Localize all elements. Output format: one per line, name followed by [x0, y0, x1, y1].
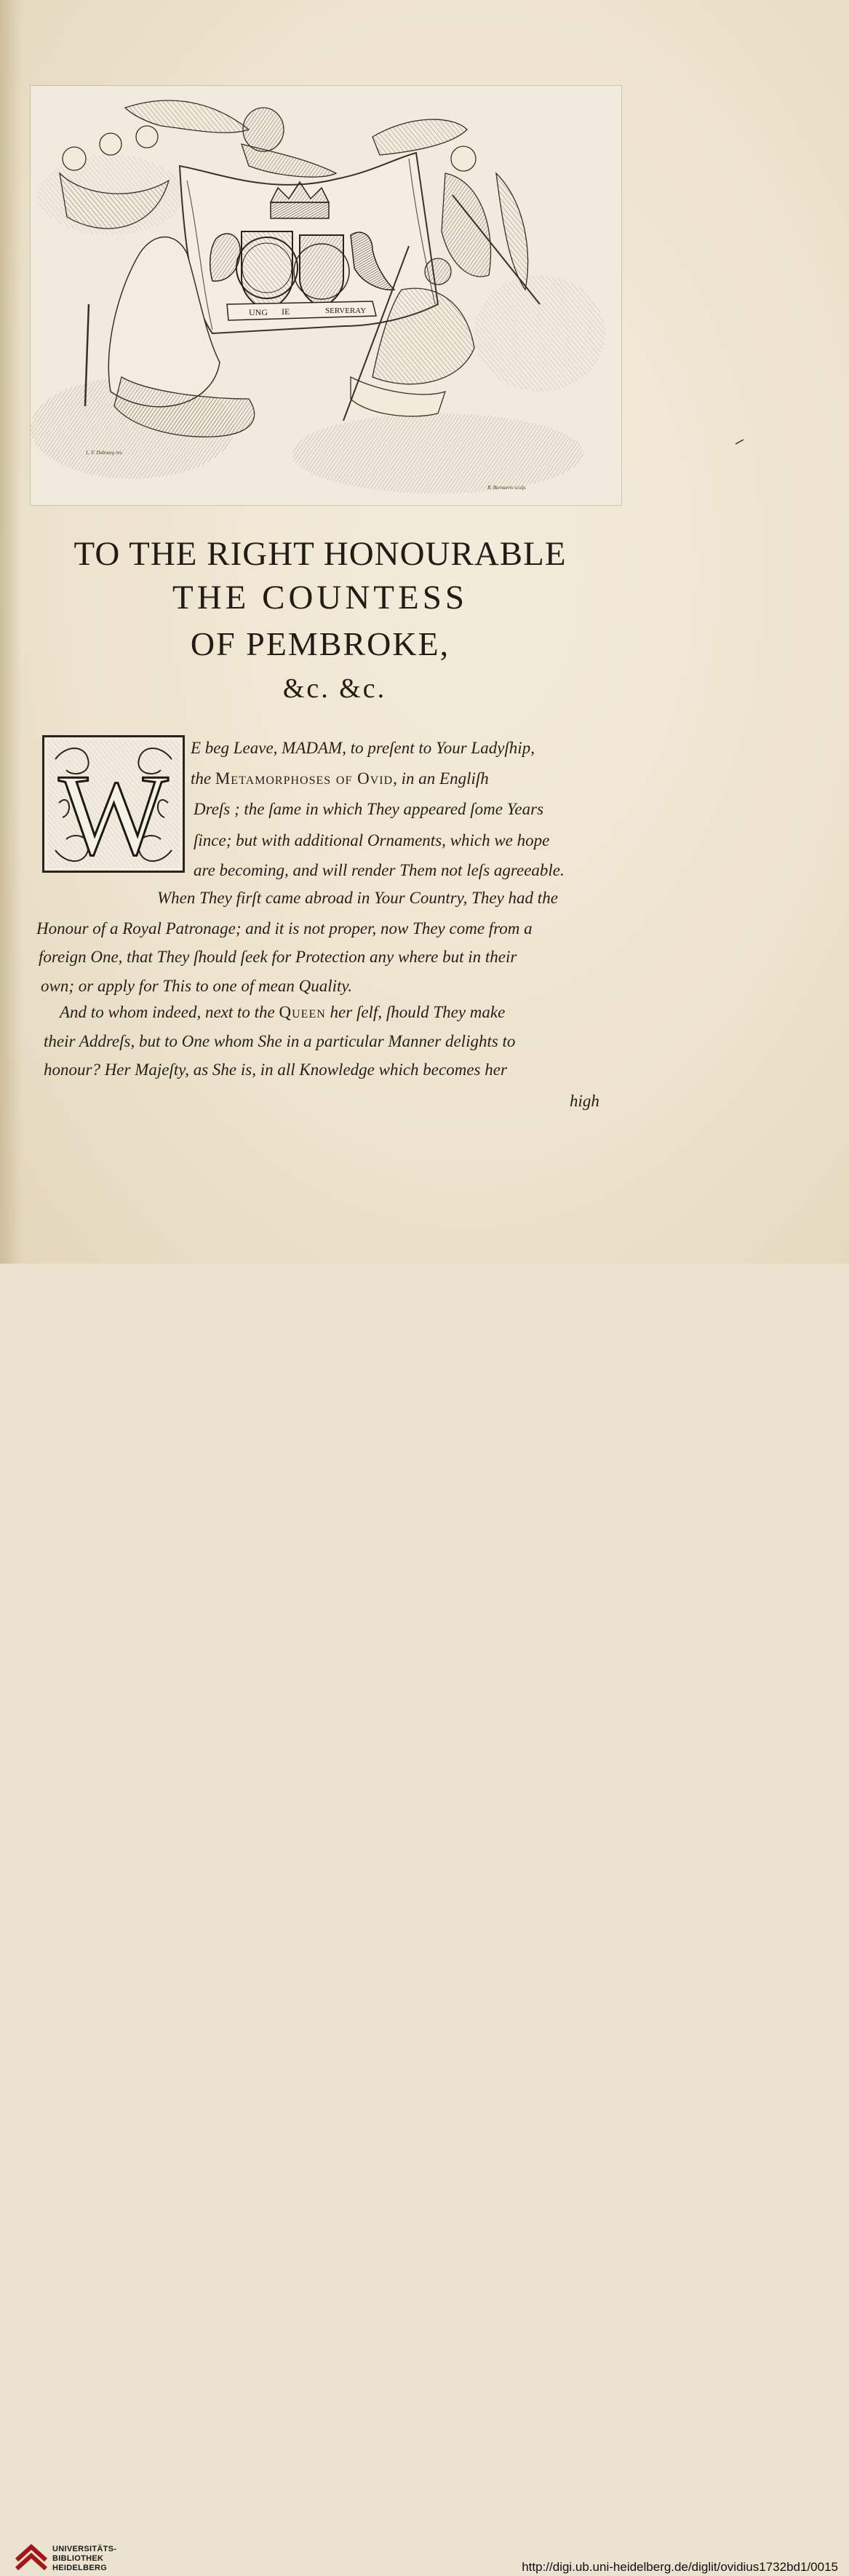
body-line-5: are becoming, and will render Them not leſs agreeable. [194, 861, 565, 879]
queen-smallcaps: Queen [279, 1003, 326, 1021]
plate-credit-right: B. Bernaerts sculp. [487, 485, 527, 491]
plate-credit-left: L. F. Dubourg inv. [86, 450, 123, 456]
work-title-smallcaps: Metamorphoses of Ovid [215, 769, 394, 788]
body-line-9: own; or apply for This to one of mean Quality. [41, 977, 353, 995]
library-name-line-3: HEIDELBERG [52, 2564, 108, 2572]
book-page [0, 0, 849, 1264]
title-line-3: OF PEMBROKE, [190, 625, 450, 662]
ink-mark [735, 438, 745, 445]
body-line-1: E beg Leave, MADAM, to preſent to Your Ladyſhip, [191, 739, 535, 757]
decorated-initial [42, 735, 185, 873]
ribbon-word-1: UNG [249, 307, 268, 317]
title-line-1: TO THE RIGHT HONOURABLE [73, 535, 567, 573]
body-line-6: When They firſt came abroad in Your Country, They had the [157, 889, 558, 907]
page-gutter-shadow [0, 0, 22, 1264]
library-name-line-1: UNIVERSITÄTS- [52, 2545, 117, 2553]
catchword: high [570, 1092, 599, 1110]
body-line-8: foreign One, that They ſhould ſeek for Protection any where but in their [39, 948, 517, 966]
library-name-line-2: BIBLIOTHEK [52, 2554, 104, 2563]
body-line-2-a: the [191, 769, 215, 788]
body-line-2 [191, 769, 489, 788]
ribbon-word-2: IE [282, 306, 290, 317]
library-name[interactable] [52, 2545, 116, 2573]
body-line-10-a: And to whom indeed, next to the [60, 1003, 279, 1021]
engraved-plate [31, 86, 621, 505]
ribbon-word-3: SERVERAY [325, 306, 367, 315]
permalink-url[interactable]: http://digi.ub.uni-heidelberg.de/diglit/ovidius1732bd1/0015 [522, 2560, 838, 2574]
viewer-footer [0, 1264, 849, 2574]
title-line-4: &c. &c. [282, 673, 387, 704]
body-line-4: ſince; but with additional Ornaments, which we hope [194, 831, 550, 849]
drop-cap-letter: W [58, 750, 169, 871]
decorated-initial-art [44, 737, 183, 871]
body-line-12: honour? Her Majeſty, as She is, in all Knowledge which becomes her [44, 1061, 507, 1079]
body-line-3: Dreſs ; the ſame in which They appeared ſome Years [194, 800, 544, 818]
university-library-logo-icon[interactable] [15, 2543, 48, 2576]
title-line-2: THE COUNTESS [172, 579, 468, 617]
engraving-illustration [31, 86, 621, 505]
body-line-7: Honour of a Royal Patronage; and it is not proper, now They come from a [36, 919, 533, 938]
body-line-2-b: , in an Engliſh [393, 769, 489, 788]
body-line-10-b: her ſelf, ſhould They make [325, 1003, 506, 1021]
body-line-11: their Addreſs, but to One whom She in a particular Manner delights to [44, 1032, 516, 1050]
body-line-10 [60, 1003, 505, 1022]
